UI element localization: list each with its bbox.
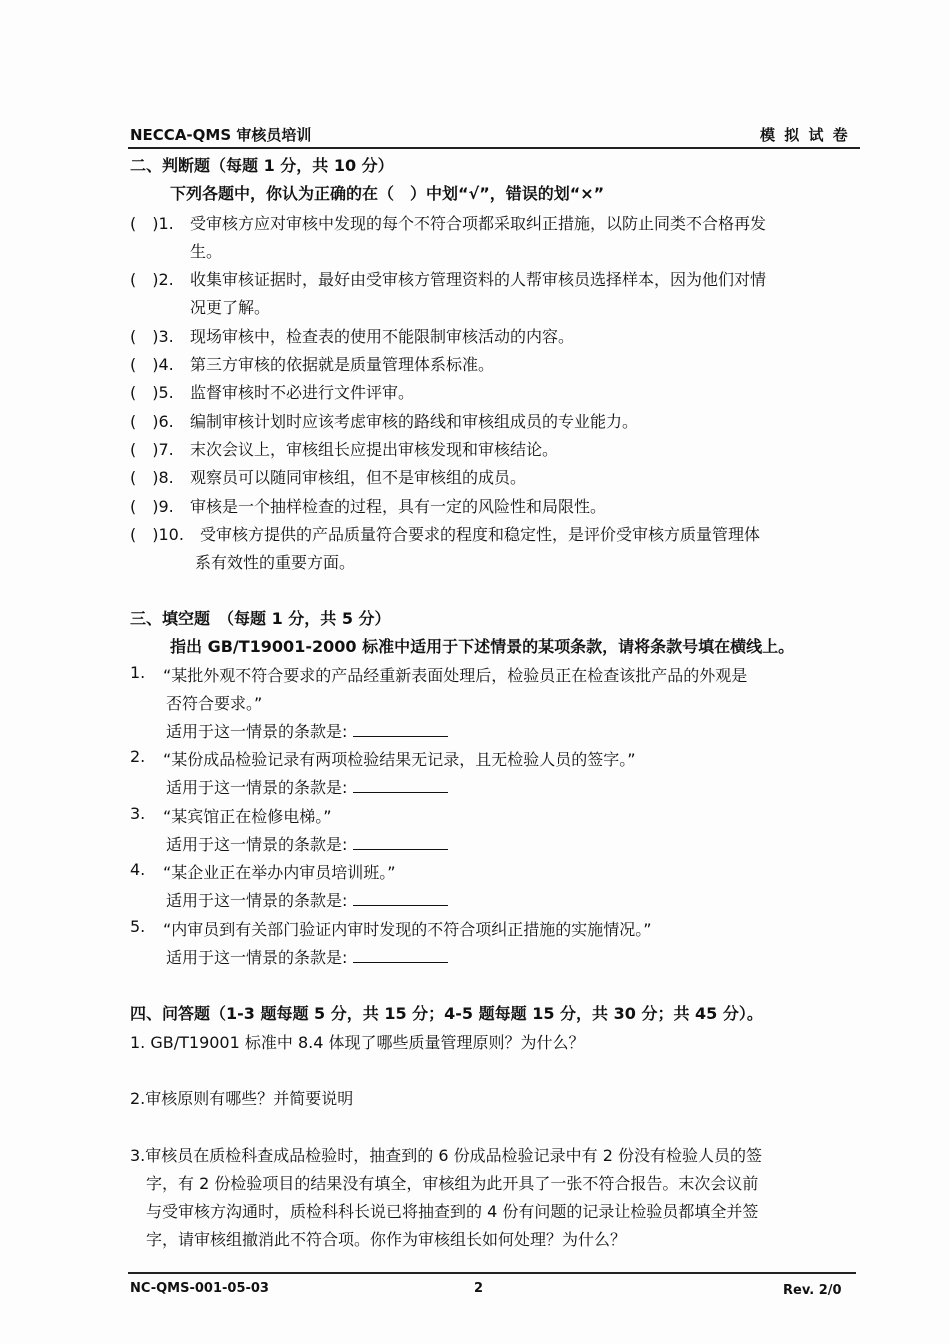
footer-revision: Rev. 2/0 [783, 1283, 842, 1298]
footer-page-number: 2 [474, 1281, 484, 1296]
doc-header-type: 模 拟 试 卷 [760, 126, 850, 144]
fb-num-5: 5. [130, 917, 146, 936]
qa3-line-4: 字，请审核组撤消此不符合项。你作为审核组长如何处理？为什么？ [146, 1230, 627, 1249]
fb-num-2: 2. [130, 747, 146, 766]
tf-marker-4: ( )4. [130, 355, 174, 374]
answer-label: 适用于这一情景的条款是: [166, 948, 348, 967]
tf-text-1: 受审核方应对审核中发现的每个不符合项都采取纠正措施，以防止同类不合格再发 [190, 214, 767, 233]
tf-text-3: 现场审核中，检查表的使用不能限制审核活动的内容。 [190, 327, 575, 346]
tf-text-4: 第三方审核的依据就是质量管理体系标准。 [190, 355, 495, 374]
qa3-line-2: 字，有 2 份检验项目的结果没有填全，审核组为此开具了一张不符合报告。末次会议前 [146, 1174, 759, 1193]
qa3-line-3: 与受审核方沟通时，质检科科长说已将抽查到的 4 份有问题的记录让检验员都填全并签 [146, 1202, 759, 1221]
tf-text-2: 收集审核证据时，最好由受审核方管理资料的人帮审核员选择样本，因为他们对情 [190, 270, 767, 289]
tf-marker-8: ( )8. [130, 468, 174, 487]
fb-num-1: 1. [130, 663, 146, 682]
fb-answer-2 [166, 775, 448, 798]
tf-marker-1: ( )1. [130, 214, 174, 233]
footer-rule [128, 1272, 856, 1274]
fb-text-1b: 否符合要求。” [166, 694, 263, 713]
tf-text-2b: 况更了解。 [190, 298, 271, 317]
answer-label: 适用于这一情景的条款是: [166, 891, 348, 910]
answer-label: 适用于这一情景的条款是: [166, 722, 348, 741]
tf-marker-6: ( )6. [130, 412, 174, 431]
qa-question-2: 2.审核原则有哪些？并简要说明 [130, 1089, 354, 1108]
section3-title: 三、填空题 （每题 1 分，共 5 分） [130, 609, 391, 628]
tf-marker-7: ( )7. [130, 440, 174, 459]
tf-text-10b: 系有效性的重要方面。 [195, 553, 356, 572]
fb-text-2: “某份成品检验记录有两项检验结果无记录，且无检验人员的签字。” [163, 750, 636, 769]
header-rule [128, 147, 860, 149]
tf-text-6: 编制审核计划时应该考虑审核的路线和审核组成员的专业能力。 [190, 412, 639, 431]
tf-marker-3: ( )3. [130, 327, 174, 346]
fb-answer-5 [166, 945, 448, 968]
section4-title: 四、问答题（1-3 题每题 5 分，共 15 分；4-5 题每题 15 分，共 30 分；共 45 分）。 [130, 1004, 763, 1023]
answer-label: 适用于这一情景的条款是: [166, 835, 348, 854]
fb-num-3: 3. [130, 804, 146, 823]
fb-text-3: “某宾馆正在检修电梯。” [163, 807, 332, 826]
fb-num-4: 4. [130, 860, 146, 879]
answer-blank[interactable] [353, 778, 448, 793]
tf-marker-5: ( )5. [130, 383, 174, 402]
section2-instruction: 下列各题中，你认为正确的在（ ）中划“√”，错误的划“×” [170, 184, 605, 203]
answer-blank[interactable] [353, 835, 448, 850]
tf-marker-9: ( )9. [130, 497, 174, 516]
qa-question-1: 1. GB/T19001 标准中 8.4 体现了哪些质量管理原则？为什么？ [130, 1033, 585, 1052]
tf-marker-10: ( )10. [130, 525, 184, 544]
section2-title: 二、判断题（每题 1 分，共 10 分） [130, 156, 394, 175]
footer-doc-code: NC-QMS-001-05-03 [130, 1281, 269, 1296]
tf-text-7: 末次会议上，审核组长应提出审核发现和审核结论。 [190, 440, 559, 459]
tf-text-9: 审核是一个抽样检查的过程，具有一定的风险性和局限性。 [190, 497, 607, 516]
fb-answer-1 [166, 719, 448, 742]
answer-blank[interactable] [353, 891, 448, 906]
tf-text-8: 观察员可以随同审核组，但不是审核组的成员。 [190, 468, 527, 487]
fb-text-5: “内审员到有关部门验证内审时发现的不符合项纠正措施的实施情况。” [163, 920, 652, 939]
answer-blank[interactable] [353, 948, 448, 963]
tf-marker-2: ( )2. [130, 270, 174, 289]
tf-text-1b: 生。 [190, 242, 223, 261]
fb-text-1: “某批外观不符合要求的产品经重新表面处理后，检验员正在检查该批产品的外观是 [163, 666, 748, 685]
tf-text-5: 监督审核时不必进行文件评审。 [190, 383, 415, 402]
qa3-line-1: 3.审核员在质检科查成品检验时，抽查到的 6 份成品检验记录中有 2 份没有检验人员的签 [130, 1146, 762, 1165]
fb-text-4: “某企业正在举办内审员培训班。” [163, 863, 396, 882]
answer-blank[interactable] [353, 722, 448, 737]
section3-instruction: 指出 GB/T19001-2000 标准中适用于下述情景的某项条款，请将条款号填在横线上。 [170, 637, 795, 656]
answer-label: 适用于这一情景的条款是: [166, 778, 348, 797]
tf-text-10: 受审核方提供的产品质量符合要求的程度和稳定性，是评价受审核方质量管理体 [200, 525, 761, 544]
doc-header-title: NECCA-QMS 审核员培训 [130, 126, 312, 144]
fb-answer-4 [166, 888, 448, 911]
fb-answer-3 [166, 832, 448, 855]
